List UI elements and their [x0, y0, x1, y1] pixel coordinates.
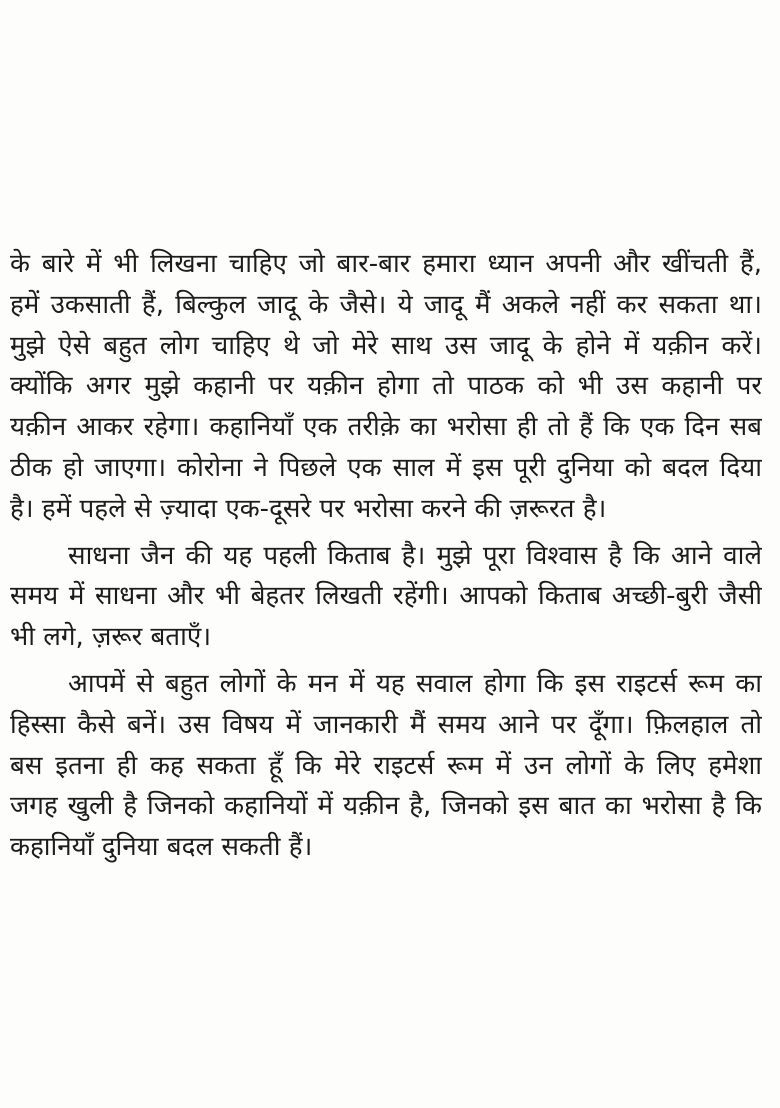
- text-line: कहानियाँ दुनिया बदल सकती हैं।: [10, 832, 313, 863]
- text-line: ठीक हो जाएगा। कोरोना ने पिछले एक साल में इस पूरी दुनिया को बदल दिया: [10, 452, 762, 483]
- text-line: के बारे में भी लिखना चाहिए जो बार-बार हमारा ध्यान अपनी और खींचती हैं,: [10, 249, 762, 279]
- text-line: समय में साधना और भी बेहतर लिखती रहेंगी। आपको किताब अच्छी-बुरी जैसी: [10, 581, 762, 612]
- text-line: आपमें से बहुत लोगों के मन में यह सवाल होगा कि इस राइटर्स रूम का: [68, 668, 762, 699]
- paragraph-3: [10, 664, 762, 868]
- text-line: बस इतना ही कह सकता हूँ कि मेरे राइटर्स रूम में उन लोगों के लिए हमेशा: [10, 750, 762, 781]
- paragraph-1: [10, 244, 762, 530]
- paragraph-2: [10, 536, 762, 658]
- text-line: साधना जैन की यह पहली किताब है। मुझे पूरा विश्वास है कि आने वाले: [68, 540, 762, 571]
- book-page: [10, 244, 762, 874]
- text-line: जगह खुली है जिनको कहानियों में यक़ीन है, जिनको इस बात का भरोसा है कि: [10, 791, 762, 822]
- text-line: मुझे ऐसे बहुत लोग चाहिए थे जो मेरे साथ उस जादू के होने में यक़ीन करें।: [10, 330, 762, 361]
- text-line: है। हमें पहले से ज़्यादा एक-दूसरे पर भरोसा करने की ज़रूरत है।: [10, 493, 607, 524]
- text-line: हमें उकसाती हैं, बिल्कुल जादू के जैसे। ये जादू मैं अकले नहीं कर सकता था।: [10, 289, 762, 320]
- text-line: भी लगे, ज़रूर बताएँ।: [10, 622, 212, 653]
- text-line: हिस्सा कैसे बनें। उस विषय में जानकारी मैं समय आने पर दूँगा। फ़िलहाल तो: [10, 709, 762, 740]
- text-line: यक़ीन आकर रहेगा। कहानियाँ एक तरीक़े का भरोसा ही तो हैं कि एक दिन सब: [10, 412, 762, 443]
- text-line: क्योंकि अगर मुझे कहानी पर यक़ीन होगा तो पाठक को भी उस कहानी पर: [10, 371, 762, 402]
